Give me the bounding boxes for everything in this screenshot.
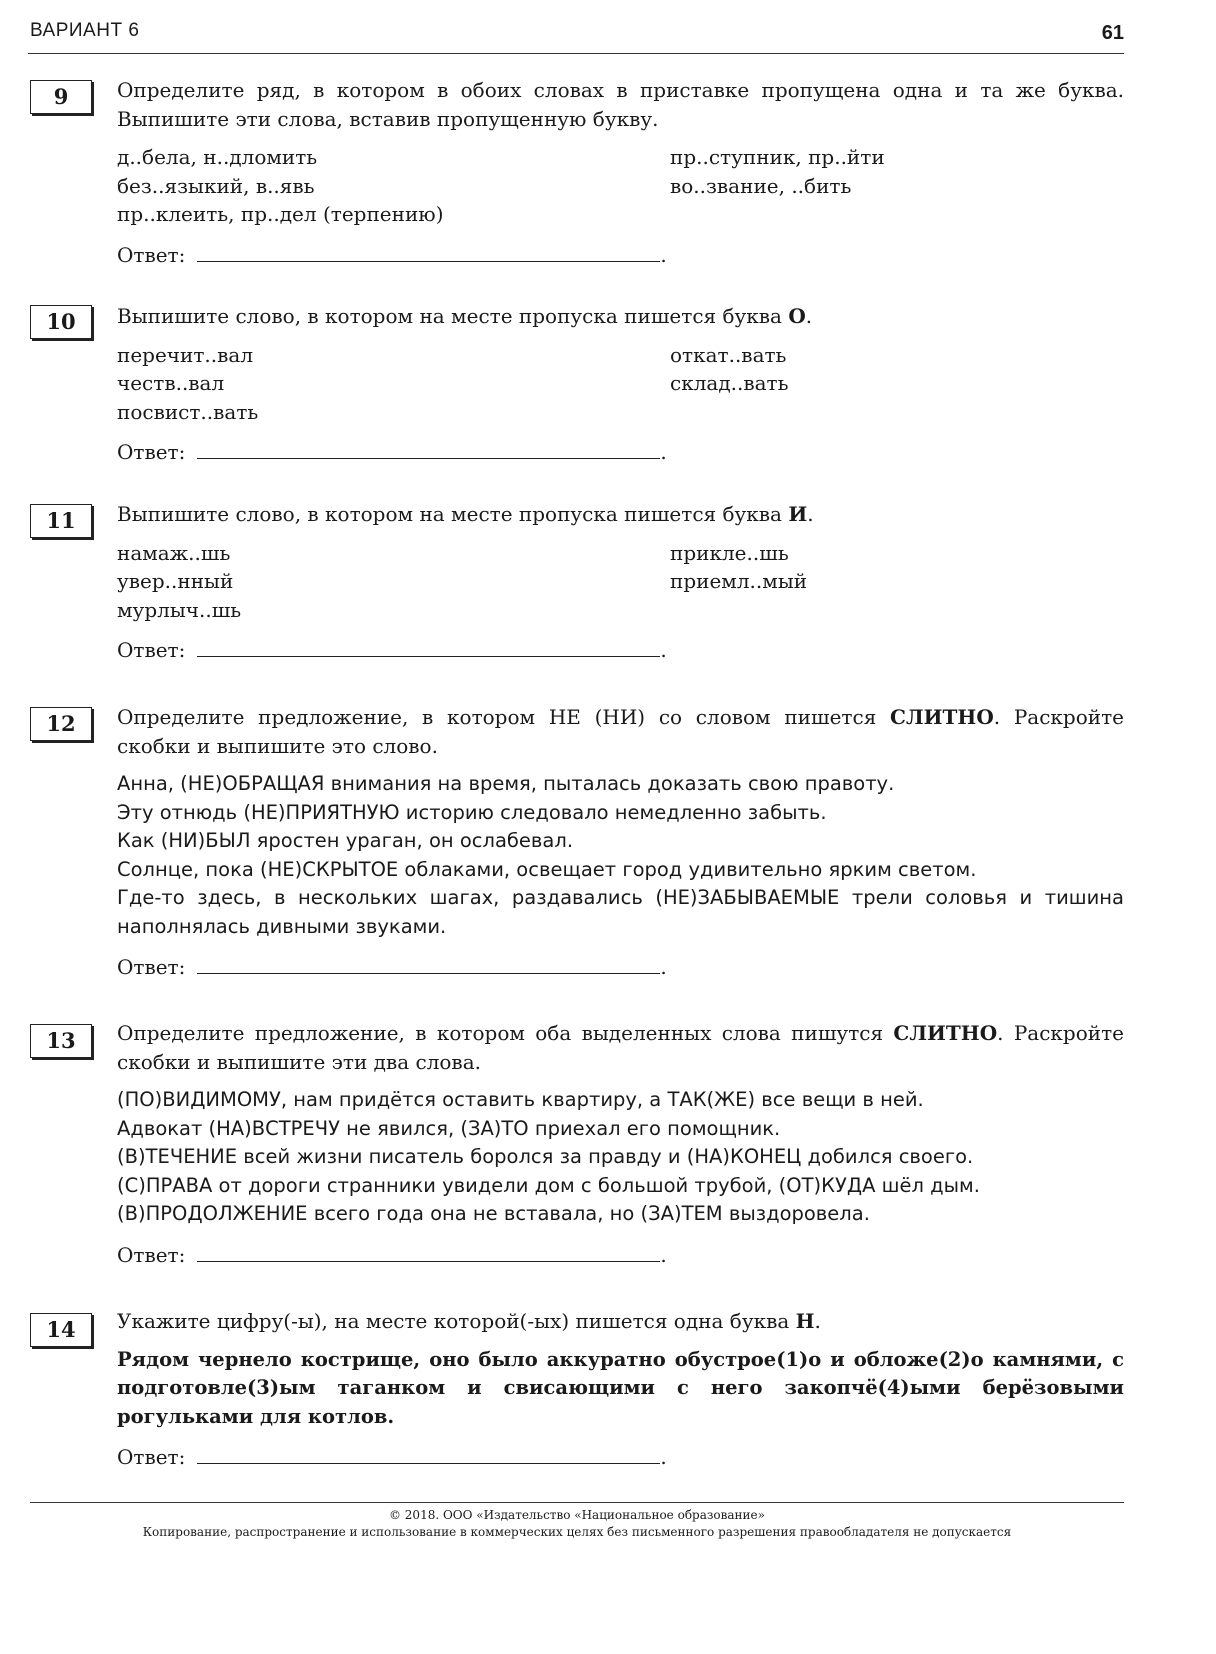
option: намаж..шь: [117, 540, 231, 565]
option: увер..нный: [117, 569, 234, 593]
task-number: 11: [30, 504, 92, 538]
option: перечит..вал: [117, 342, 254, 367]
answer-label: Ответ:: [117, 1242, 186, 1267]
option: посвист..вать: [117, 399, 259, 424]
answer-label: Ответ:: [117, 242, 186, 267]
option: честв..вал: [117, 371, 225, 395]
answer-label: Ответ:: [117, 638, 186, 662]
option: пр..клеить, пр..дел (терпению): [117, 202, 444, 226]
task-number: 10: [30, 305, 92, 339]
sentence: (В)ПРОДОЛЖЕНИЕ всего года она не вставала, но (ЗА)ТЕМ выздоровела.: [117, 1202, 870, 1225]
task-statement: Выпишите слово, в котором на месте пропуска пишется буква И.: [117, 502, 814, 526]
sentence: Анна, (НЕ)ОБРАЩАЯ внимания на время, пыталась доказать свою правоту.: [117, 772, 895, 795]
answer-label: Ответ:: [117, 955, 186, 979]
sentence: (В)ТЕЧЕНИЕ всей жизни писатель боролся за правду и (НА)КОНЕЦ добился своего.: [117, 1145, 974, 1168]
page-number: 61: [1101, 22, 1124, 44]
answer-line[interactable]: [197, 636, 660, 657]
answer-field[interactable]: Ответ: .: [117, 1241, 1124, 1270]
option: прикле..шь: [670, 540, 789, 565]
footer-copyright: © 2018. ООО «Издательство «Национальное образование»: [388, 1508, 765, 1522]
answer-field[interactable]: Ответ: .: [117, 1443, 1124, 1472]
footer-divider: [30, 1502, 1124, 1503]
footer-notice: Копирование, распространение и использование в коммерческих целях без письменного разрешения правообладателя не допускается: [142, 1525, 1012, 1539]
header-divider: [28, 53, 1124, 54]
sentence: Эту отнюдь (НЕ)ПРИЯТНУЮ историю следовало немедленно забыть.: [117, 800, 827, 824]
task-statement: Выпишите слово, в котором на месте пропуска пишется буква О.: [117, 304, 813, 328]
sentence: (С)ПРАВА от дороги странники увидели дом с большой трубой, (ОТ)КУДА шёл дым.: [117, 1173, 980, 1197]
answer-label: Ответ:: [117, 1445, 186, 1469]
answer-field[interactable]: Ответ: .: [117, 953, 1124, 982]
sentence: Как (НИ)БЫЛ яростен ураган, он ослабевал.: [117, 829, 574, 852]
answer-label: Ответ:: [117, 440, 186, 464]
task-number: 12: [30, 707, 92, 741]
task-statement: Определите ряд, в котором в обоих словах в приставке пропущена одна и та же буква. Выпишите эти слова, вставив пропущенную букву.: [117, 78, 1124, 131]
answer-line[interactable]: [197, 241, 660, 262]
sentence: Солнце, пока (НЕ)СКРЫТОЕ облаками, освещает город удивительно ярким светом.: [117, 857, 977, 881]
option: откат..вать: [670, 342, 787, 367]
answer-line[interactable]: [197, 1443, 660, 1464]
sentences-list: [117, 770, 1124, 941]
task-number: 14: [30, 1313, 92, 1347]
answer-field[interactable]: Ответ: .: [117, 636, 1124, 665]
sentence: Где-то здесь, в нескольких шагах, раздавались (НЕ)ЗАБЫВАЕМЫЕ трели соловья и тишина наполнялась дивными звуками.: [117, 886, 1124, 938]
answer-field[interactable]: Ответ: .: [117, 241, 1124, 270]
sentences-list: [117, 1086, 1124, 1229]
answer-line[interactable]: [197, 1241, 660, 1262]
option: во..звание, ..бить: [670, 173, 852, 198]
option: без..языкий, в..явь: [117, 173, 315, 198]
variant-label: ВАРИАНТ 6: [30, 20, 140, 41]
options-list: [117, 539, 1124, 625]
task-statement: Определите предложение, в котором НЕ (НИ) со словом пишется СЛИТНО. Раскройте скобки и выпишите это слово.: [117, 705, 1124, 758]
task-statement: Укажите цифру(-ы), на месте которой(-ых) пишется одна буква Н.: [117, 1309, 821, 1333]
task-statement: Определите предложение, в котором оба выделенных слова пишутся СЛИТНО. Раскройте скобки и выпишите эти два слова.: [117, 1021, 1124, 1074]
option: приемл..мый: [670, 569, 808, 593]
answer-line[interactable]: [197, 438, 660, 459]
task-number: 9: [30, 80, 92, 114]
options-list: [117, 341, 1124, 427]
option: мурлыч..шь: [117, 597, 242, 622]
answer-field[interactable]: Ответ: .: [117, 438, 1124, 467]
option: пр..ступник, пр..йти: [670, 145, 885, 169]
sentence: Адвокат (НА)ВСТРЕЧУ не явился, (ЗА)ТО приехал его помощник.: [117, 1116, 781, 1140]
task-number: 13: [30, 1024, 92, 1058]
task-text: Рядом чернело кострище, оно было аккуратно обустрое(1)о и обложе(2)о камнями, с подготовле(3)ым таганком и свисающими с него закопчё(4)ыми берёзовыми рогульками для котлов.: [117, 1347, 1124, 1428]
option: д..бела, н..дломить: [117, 145, 318, 169]
options-list: [117, 143, 1124, 229]
sentence: (ПО)ВИДИМОМУ, нам придётся оставить квартиру, а ТАК(ЖЕ) все вещи в ней.: [117, 1088, 924, 1111]
answer-line[interactable]: [197, 953, 660, 974]
option: склад..вать: [670, 371, 789, 395]
